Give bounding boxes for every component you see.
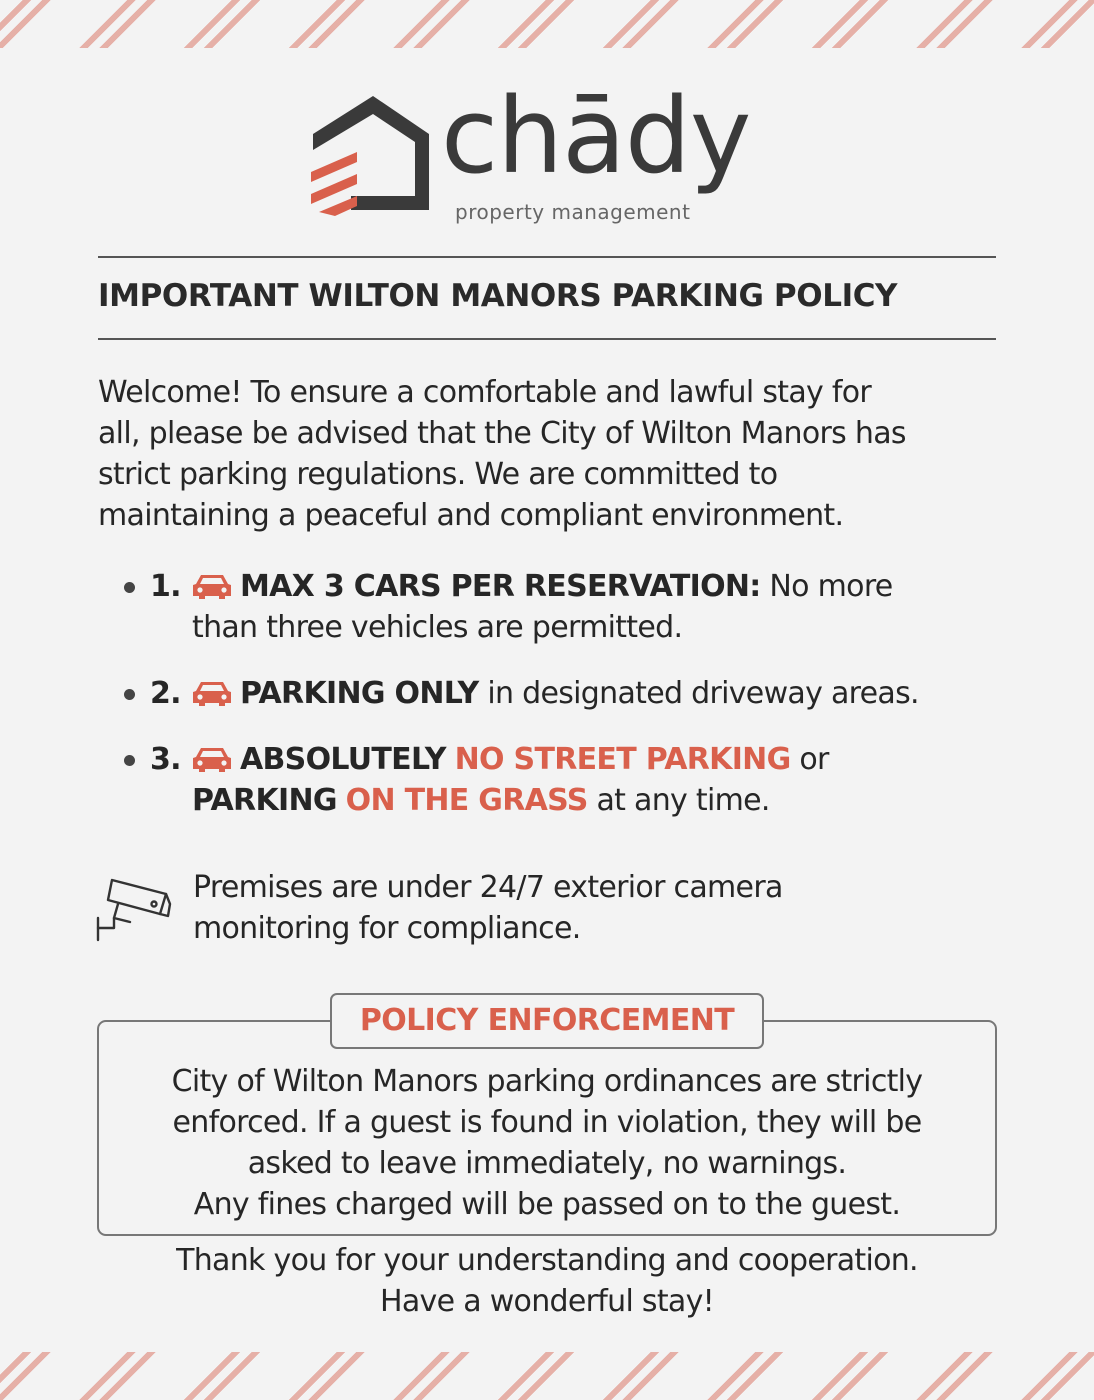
enforcement-text bbox=[100, 1061, 994, 1225]
heading-top-rule bbox=[98, 256, 996, 258]
rule-highlight: NO STREET PARKING bbox=[454, 742, 791, 777]
heading-bottom-rule bbox=[98, 338, 996, 340]
list-item bbox=[120, 673, 1000, 714]
camera-notice-line: Premises are under 24/7 exterior camera bbox=[193, 870, 783, 905]
rule-text: than three vehicles are permitted. bbox=[192, 610, 683, 645]
intro-paragraph bbox=[98, 372, 1003, 536]
closing-line: Thank you for your understanding and cooperation. bbox=[176, 1243, 918, 1278]
intro-line: maintaining a peaceful and compliant environment. bbox=[98, 498, 844, 533]
bottom-stripe-border bbox=[0, 1352, 1094, 1400]
rule-title: ABSOLUTELY bbox=[240, 742, 446, 777]
brand-name: chādy bbox=[441, 75, 751, 197]
enforcement-line: enforced. If a guest is found in violation, they will be bbox=[172, 1105, 922, 1140]
camera-notice bbox=[193, 867, 913, 949]
enforcement-line: Any fines charged will be passed on to the guest. bbox=[193, 1187, 901, 1222]
brand-tagline: property management bbox=[455, 200, 691, 224]
enforcement-line: asked to leave immediately, no warnings. bbox=[247, 1146, 847, 1181]
list-item bbox=[120, 566, 1000, 648]
enforcement-label: POLICY ENFORCEMENT bbox=[330, 993, 764, 1049]
house-logo-icon bbox=[305, 90, 435, 220]
bullet-dot bbox=[124, 755, 135, 766]
intro-line: strict parking regulations. We are committed to bbox=[98, 457, 778, 492]
bullet-dot bbox=[124, 582, 135, 593]
rule-highlight: ON THE GRASS bbox=[345, 783, 588, 818]
enforcement-line: City of Wilton Manors parking ordinances are strictly bbox=[171, 1064, 923, 1099]
security-camera-icon bbox=[96, 874, 174, 944]
brand-logo bbox=[305, 75, 795, 230]
page-title: IMPORTANT WILTON MANORS PARKING POLICY bbox=[98, 278, 898, 314]
parking-rules-list bbox=[120, 566, 1000, 821]
closing-message bbox=[48, 1240, 1046, 1322]
intro-line: all, please be advised that the City of Wilton Manors has bbox=[98, 416, 906, 451]
top-stripe-border bbox=[0, 0, 1094, 48]
rule-number: 3. bbox=[150, 742, 181, 777]
rule-text: at any time. bbox=[587, 783, 770, 818]
closing-line: Have a wonderful stay! bbox=[380, 1284, 714, 1319]
rule-text: in designated driveway areas. bbox=[478, 676, 919, 711]
rule-title: PARKING bbox=[192, 783, 337, 818]
rule-text: or bbox=[790, 742, 829, 777]
bullet-dot bbox=[124, 689, 135, 700]
rule-text: No more bbox=[760, 569, 893, 604]
car-icon bbox=[192, 745, 232, 773]
rule-title: MAX 3 CARS PER RESERVATION: bbox=[240, 569, 761, 604]
car-icon bbox=[192, 679, 232, 707]
rule-number: 1. bbox=[150, 569, 181, 604]
rule-number: 2. bbox=[150, 676, 181, 711]
list-item bbox=[120, 739, 1000, 821]
car-icon bbox=[192, 572, 232, 600]
intro-line: Welcome! To ensure a comfortable and lawful stay for bbox=[98, 375, 872, 410]
rule-title: PARKING ONLY bbox=[240, 676, 479, 711]
camera-notice-line: monitoring for compliance. bbox=[193, 911, 581, 946]
